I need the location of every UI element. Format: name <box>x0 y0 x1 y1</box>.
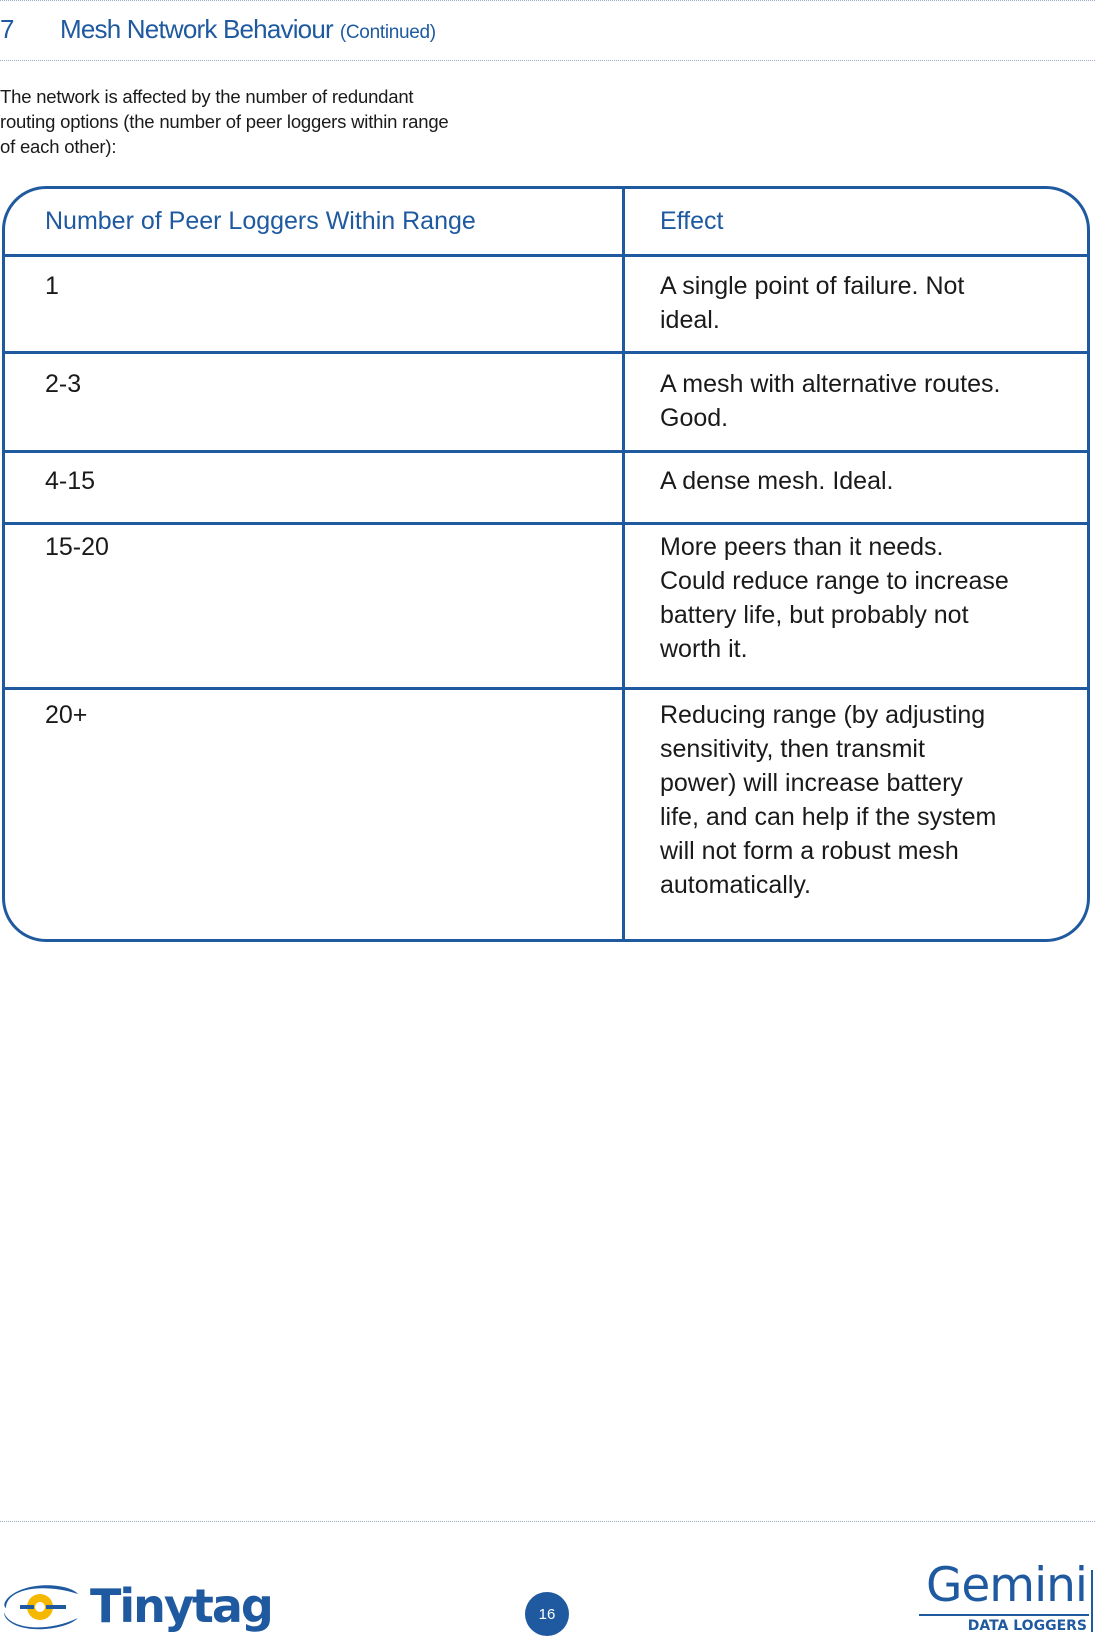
row-4-effect <box>660 530 1060 666</box>
tinytag-swoosh-icon <box>0 1578 82 1634</box>
effect-line: will not form a robust mesh <box>660 837 959 865</box>
section-heading <box>0 14 436 50</box>
effect-line: life, and can help if the system <box>660 803 997 831</box>
section-continued: (Continued) <box>339 22 436 43</box>
gemini-logo <box>915 1558 1095 1634</box>
row-3-effect <box>660 464 1060 498</box>
page-number-badge: 16 <box>525 1592 569 1636</box>
row-1-effect <box>660 269 1060 337</box>
effect-line: sensitivity, then transmit <box>660 735 925 763</box>
header-range: Number of Peer Loggers Within Range <box>45 207 476 235</box>
intro-line: The network is affected by the number of redundant <box>0 86 414 107</box>
section-title: Mesh Network Behaviour <box>60 14 333 44</box>
row-2-range: 2-3 <box>45 370 82 398</box>
section-number: 7 <box>0 14 14 44</box>
row-divider <box>5 450 1087 453</box>
gemini-side-bar <box>1091 1570 1093 1632</box>
header-effect: Effect <box>660 207 724 235</box>
effect-line: power) will increase battery <box>660 769 963 797</box>
row-divider <box>5 351 1087 354</box>
row-4-range: 15-20 <box>45 533 109 561</box>
effect-line: Good. <box>660 404 729 432</box>
effect-line: A mesh with alternative routes. <box>660 370 1001 398</box>
intro-line: of each other): <box>0 136 117 157</box>
row-3-range: 4-15 <box>45 467 96 495</box>
effect-line: A dense mesh. Ideal. <box>660 467 894 495</box>
row-divider <box>5 254 1087 257</box>
effect-line: Could reduce range to increase <box>660 567 1009 595</box>
row-divider <box>5 522 1087 525</box>
gemini-wordmark: Gemini <box>925 1558 1087 1613</box>
row-1-range: 1 <box>45 272 59 300</box>
row-2-effect <box>660 367 1060 435</box>
tinytag-wordmark: Tinytag <box>90 1579 272 1633</box>
gemini-subtitle: DATA LOGGERS <box>967 1618 1087 1634</box>
peer-effect-table <box>2 186 1090 942</box>
effect-line: More peers than it needs. <box>660 533 944 561</box>
heading-dotted-rule <box>0 60 1095 61</box>
top-dotted-rule <box>0 0 1095 1</box>
effect-line: worth it. <box>660 635 748 663</box>
row-5-range: 20+ <box>45 701 88 729</box>
footer-dotted-rule <box>0 1521 1095 1522</box>
row-5-effect <box>660 698 1060 902</box>
effect-line: automatically. <box>660 871 811 899</box>
effect-line: battery life, but probably not <box>660 601 969 629</box>
intro-line: routing options (the number of peer loggers within range <box>0 111 449 132</box>
gemini-underline <box>919 1614 1089 1616</box>
row-divider <box>5 687 1087 690</box>
effect-line: ideal. <box>660 306 720 334</box>
effect-line: Reducing range (by adjusting <box>660 701 986 729</box>
tinytag-logo <box>0 1576 272 1636</box>
effect-line: A single point of failure. Not <box>660 272 965 300</box>
column-divider <box>622 189 625 939</box>
intro-paragraph <box>0 84 510 159</box>
